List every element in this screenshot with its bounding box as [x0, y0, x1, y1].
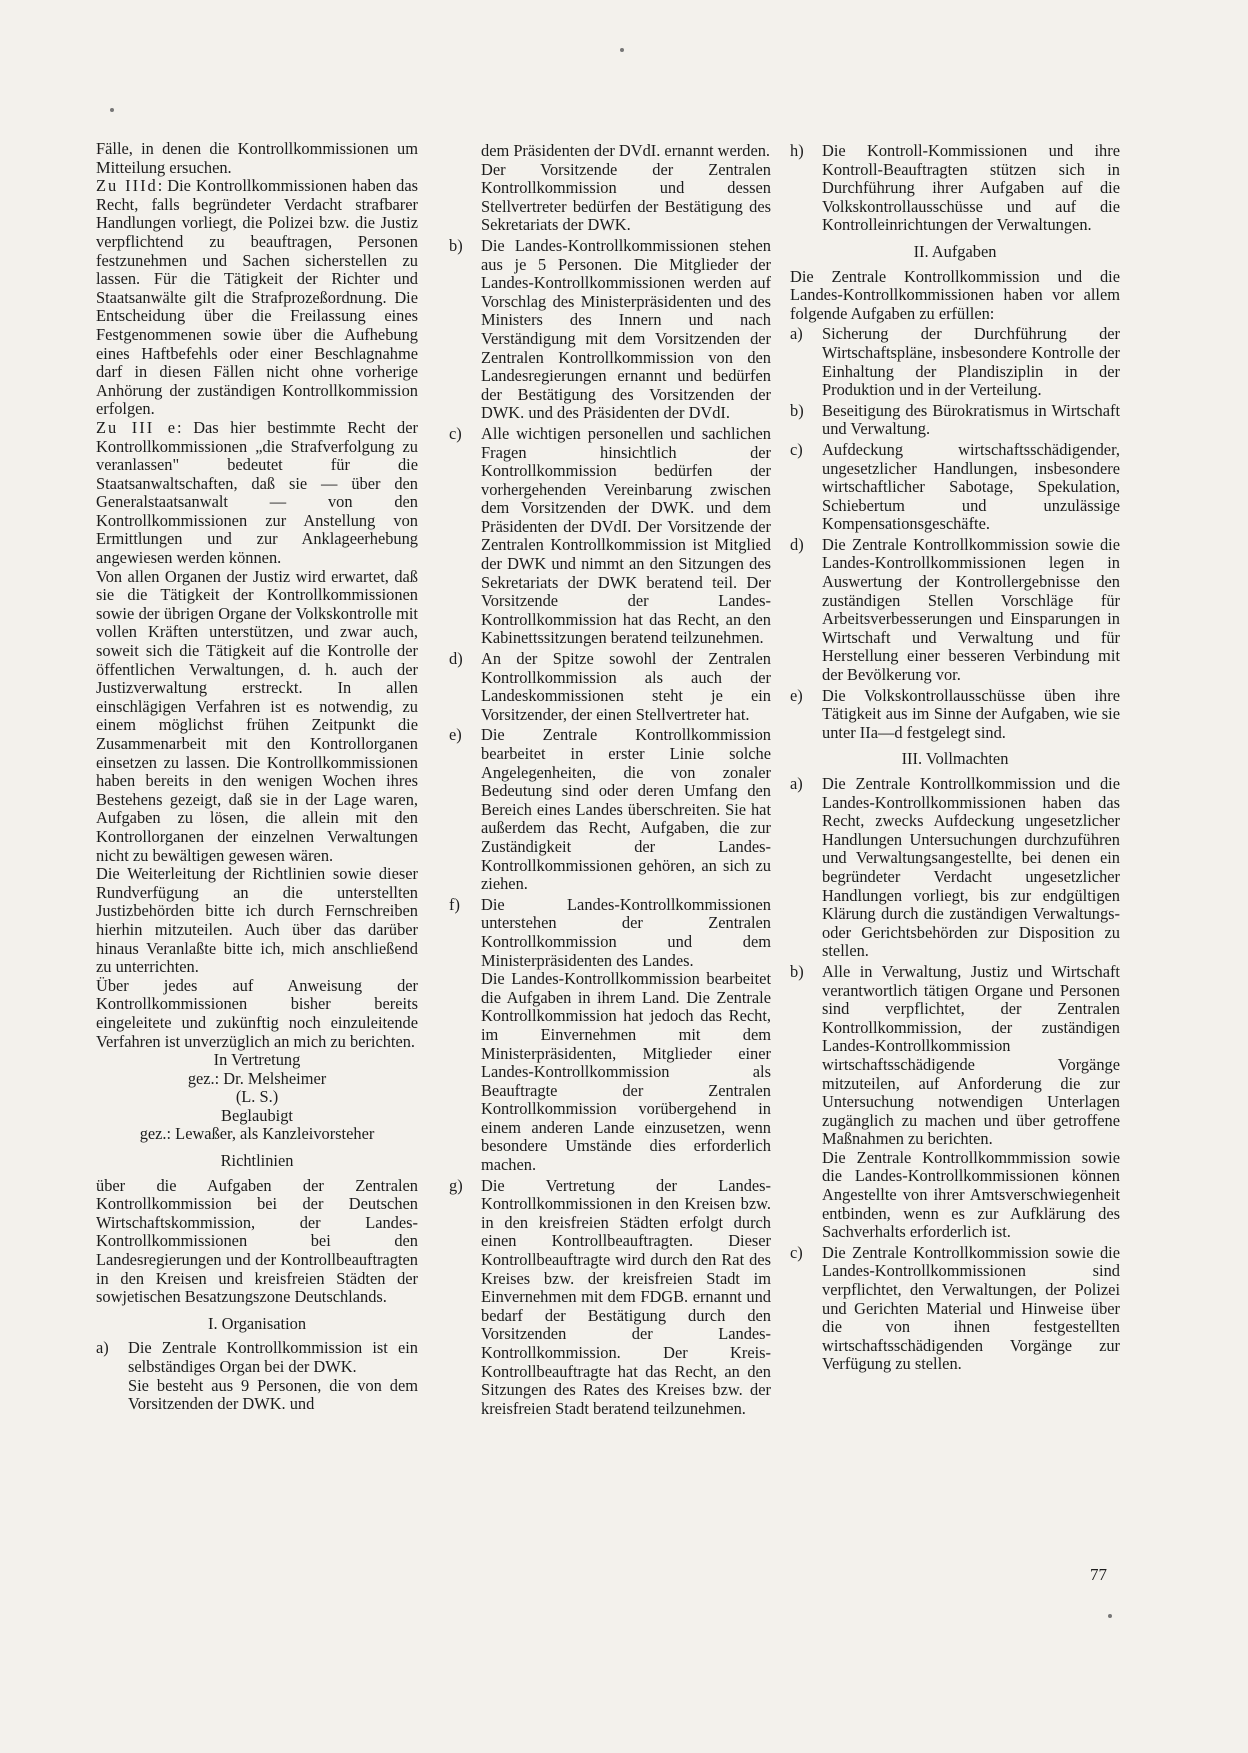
signature-line: (L. S.)	[235, 1087, 279, 1107]
item-label: c)	[790, 1242, 803, 1262]
item-text: Die Zentrale Kontrollkommission sowie die Landes-Kontrollkommissionen legen in Auswertung der Kontrollergebnisse den zuständigen Stellen Vorschläge für Arbeitsverbesserungen und Einsparungen in Wirtschaft und Verwaltung und für Herstellung einer besseren Verbindung mit der Bevölkerung vor.	[822, 534, 1120, 685]
item-label: d)	[790, 534, 804, 554]
item-text: Alle in Verwaltung, Justiz und Wirtschaft verantwortlich tätigen Organe und Personen sind verpflichtet, der Zentralen Kontrollkommission, der zuständigen Landes-Kontrollkommission wirtschaftsschädigende Vorgänge mitzuteilen, auf Anforderung die zur Untersuchung notwendigen Unterlagen zugänglich zu machen und über getroffene Maßnahmen zu berichten.	[822, 961, 1120, 1149]
paragraph-text: : Das hier bestimmte Recht der Kontrollkommissionen „die Strafverfolgung zu veranlassen" bedeutet für die Staatsanwaltschaften, daß sie — über den Generalstaatsanwalt — von den Kontrollkommissionen zur Anstellung von Ermittlungen und zur Anklageerhebung angewiesen werden können.	[96, 417, 418, 568]
list-item	[790, 687, 1120, 743]
section-reference: Zu IIId	[96, 176, 158, 196]
item-label: b)	[790, 961, 804, 981]
aufgaben-list	[790, 325, 1120, 742]
list-item	[449, 650, 771, 724]
list-item	[449, 425, 771, 648]
item-text: Sicherung der Durchführung der Wirtschaftspläne, insbesondere Kontrolle der Einhaltung der Plandisziplin in der Produktion und in der Verteilung.	[822, 324, 1120, 400]
item-label: b)	[449, 235, 463, 255]
signature-line: gez.: Lewaßer, als Kanzleivorsteher	[139, 1124, 375, 1144]
list-item	[790, 142, 1120, 235]
item-text: Aufdeckung wirtschaftsschädigender, ungesetzlicher Handlungen, insbesondere wirtschaftlicher Sabotage, Spekulation, Schiebertum und unzulässige Kompensationsgeschäfte.	[822, 439, 1120, 534]
heading-richtlinien: Richtlinien	[220, 1151, 294, 1171]
item-label: e)	[790, 685, 803, 705]
list-item	[449, 726, 771, 893]
scan-speck	[1108, 1614, 1112, 1618]
list-item	[449, 896, 771, 1175]
item-text: Die Landes-Kontrollkommissionen stehen aus je 5 Personen. Die Mitglieder der Landes-Kontrollkommissionen werden auf Vorschlag des Ministerpräsidenten und des Ministers des Innern und nach Verständigung mit dem Vorsitzenden der Zentralen Kontrollkommission von den Landesregierungen ernannt und bedürfen der Bestätigung des Vorsitzenden der DWK. und des Präsidenten der DVdI.	[481, 235, 771, 423]
organisation-list	[449, 237, 771, 1418]
item-text: Die Volkskontrollausschüsse üben ihre Tätigkeit aus im Sinne der Aufgaben, wie sie unter IIa—d festgelegt sind.	[822, 685, 1120, 742]
paragraph-text: : Die Kontrollkommissionen haben das Recht, falls begründeter Verdacht strafbarer Handlungen vorliegt, die Polizei bzw. die Justiz verpflichtend zu beauftragen, Personen festzunehmen und Sachen sicherstellen zu lassen. Für die Tätigkeit der Richter und Staatsanwälte gilt die Strafprozeßordnung. Die Entscheidung über die Freilassung eines Festgenommenen sowie über die Aufhebung eines Haftbefehls oder einer Beschlagnahme darf in diesen Fällen nicht ohne vorherige Anhörung der zuständigen Kontrollkommission erfolgen.	[96, 176, 418, 419]
item-label: e)	[449, 725, 462, 745]
list-item	[790, 325, 1120, 399]
list-item	[790, 963, 1120, 1242]
list-item	[790, 1244, 1120, 1374]
item-text: Die Kontroll-Kommissionen und ihre Kontroll-Beauftragten stützen sich in Durchführung ihrer Aufgaben auf die Volkskontrollausschüsse und auf die Kontrolleinrichtungen der Verwaltungen.	[822, 141, 1120, 235]
item-text: Alle wichtigen personellen und sachlichen Fragen hinsichtlich der Kontrollkommission bedürfen der vorhergehenden Vereinbarung zwischen dem Vorsitzenden der DWK. und dem Präsidenten der DVdI. Der Vorsitzende der Zentralen Kontrollkommission ist Mitglied der DWK und nimmt an den Sitzungen des Sekretariats der DWK beratend teil. Der Vorsitzende der Landes-Kontrollkommission hat das Recht, an den Kabinettssitzungen beratend teilzunehmen.	[481, 423, 771, 648]
list-item	[790, 775, 1120, 961]
column-right	[790, 140, 1120, 1376]
heading-vollmachten: III. Vollmachten	[901, 749, 1009, 769]
item-label: h)	[790, 141, 804, 160]
item-text: Beseitigung des Bürokratismus in Wirtschaft und Verwaltung.	[822, 400, 1120, 439]
list-item	[96, 1339, 418, 1413]
scan-speck	[110, 108, 114, 112]
item-label: f)	[449, 894, 460, 914]
paragraph-zu-IIIe	[96, 419, 418, 568]
list-item	[449, 1177, 771, 1419]
heading-aufgaben: II. Aufgaben	[913, 241, 997, 261]
list-item	[790, 441, 1120, 534]
item-label: a)	[790, 774, 803, 793]
aufgaben-intro: Die Zentrale Kontrollkommission und die Landes-Kontrollkommissionen haben vor allem folgende Aufgaben zu erfüllen:	[790, 266, 1120, 323]
item-label: b)	[790, 400, 804, 420]
item-text: dem Präsidenten der DVdI. ernannt werden.	[481, 141, 771, 160]
paragraph: Die Weiterleitung der Richtlinien sowie dieser Rundverfügung an die unterstellten Justizbehörden bitte ich durch Fernschreiben hierhin mitzuteilen. Auch über das darüber hinaus Veranlaßte bitte ich, mich anschließend zu unterrichten.	[96, 864, 418, 977]
item-text: Sie besteht aus 9 Personen, die von dem Vorsitzenden der DWK. und	[128, 1375, 418, 1414]
richtlinien-intro: über die Aufgaben der Zentralen Kontrollkommission bei der Deutschen Wirtschaftskommission, der Landes-Kontrollkommissionen bei den Landesregierungen und der Kontrollbeauftragten in den Kreisen und kreisfreien Städten der sowjetischen Besatzungszone Deutschlands.	[96, 1175, 418, 1307]
heading-organisation: I. Organisation	[207, 1313, 307, 1333]
list-item-continuation	[449, 142, 771, 235]
list-item	[790, 536, 1120, 685]
item-text: Die Zentrale Kontrollkommission bearbeitet in erster Linie solche Angelegenheiten, die von zonaler Bedeutung sind oder deren Umfang den Bereich eines Landes überschreiten. Sie hat außerdem das Recht, Aufgaben, die zur Zuständigkeit der Landes-Kontrollkommissionen gehören, an sich zu ziehen.	[481, 725, 771, 894]
paragraph: Fälle, in denen die Kontrollkommissionen um Mitteilung ersuchen.	[96, 139, 418, 177]
item-label: c)	[790, 439, 803, 459]
list-item	[449, 237, 771, 423]
item-label: d)	[449, 649, 463, 669]
vollmachten-list	[790, 775, 1120, 1374]
item-text: Die Landes-Kontrollkommissionen unterstehen der Zentralen Kontrollkommission und dem Ministerpräsidenten des Landes.	[481, 894, 771, 970]
signature-line: In Vertretung	[213, 1050, 301, 1070]
paragraph: Von allen Organen der Justiz wird erwartet, daß sie die Tätigkeit der Kontrollkommissionen sowie der übrigen Organe der Volkskontrolle mit vollen Kräften unterstützen, und zwar auch, soweit sich die Tätigkeit auf die Kontrolle der öffentlichen Verwaltungen, d. h. auch der Justizverwaltung erstreckt. In allen einschlägigen Verfahren ist es notwendig, zu einem möglichst frühen Zeitpunkt die Zusammenarbeit mit den Kontrollorganen einsetzen zu lassen. Die Kontrollkommissionen haben bereits in den wenigen Wochen ihres Bestehens gezeigt, daß sie in der Lage waren, Aufgaben zu lösen, die allein mit den Kontrollorganen der einzelnen Verwaltungen nicht zu bewältigen gewesen wären.	[96, 566, 418, 865]
list-item	[790, 402, 1120, 439]
item-text: Der Vorsitzende der Zentralen Kontrollkommission und dessen Stellvertreter bedürfen der Bestätigung des Sekretariats der DWK.	[481, 159, 771, 235]
item-label: a)	[790, 324, 803, 344]
item-text: Die Landes-Kontrollkommission bearbeitet die Aufgaben in ihrem Land. Die Zentrale Kontrollkommission hat jedoch das Recht, im Einvernehmen mit dem Ministerpräsidenten, Mitglieder einer Landes-Kontrollkommission als Beauftragte der Zentralen Kontrollkommission vorübergehend in einem anderen Lande einzusetzen, wenn besondere Umstände dies erforderlich machen.	[481, 969, 771, 1175]
scan-speck	[620, 48, 624, 52]
paragraph-zu-IIId	[96, 177, 418, 419]
column-middle	[449, 140, 771, 1420]
item-label: c)	[449, 423, 462, 443]
item-label: a)	[96, 1338, 109, 1358]
item-text: Die Vertretung der Landes-Kontrollkommissionen in den Kreisen bzw. in den kreisfreien Städten erfolgt durch einen Kontrollbeauftragten. Dieser Kontrollbeauftragte wird durch den Rat des Kreises bzw. der kreisfreien Stadt im Einvernehmen mit dem FDGB. ernannt und bedarf der Bestätigung durch den Vorsitzenden der Landes-Kontrollkommission. Der Kreis-Kontrollbeauftragte hat das Recht, an den Sitzungen des Rates des Kreises bzw. der kreisfreien Stadt beratend teilzunehmen.	[481, 1175, 771, 1418]
item-text: An der Spitze sowohl der Zentralen Kontrollkommission als auch der Landeskommissionen steht je ein Vorsitzender, der einen Stellvertreter hat.	[481, 649, 771, 724]
signature-line: Beglaubigt	[221, 1105, 293, 1125]
item-text: Die Zentrale Kontrollkommission sowie die Landes-Kontrollkommissionen sind verpflichtet, den Verwaltungen, der Polizei und Gerichten Material und Hinweise über die von ihnen festgestellten wirtschaftsschädigenden Vorgänge zur Verfügung zu stellen.	[822, 1242, 1120, 1374]
item-text: Die Zentrale Kontrollkommmission sowie die Landes-Kontrollkommissionen können Angestellte von ihrer Amtsverschwiegenheit entbinden, wenn es zur Aufklärung des Sachverhalts erforderlich ist.	[822, 1147, 1120, 1242]
signature-line: gez.: Dr. Melsheimer	[187, 1068, 327, 1088]
item-text: Die Zentrale Kontrollkommission ist ein selbständiges Organ bei der DWK.	[128, 1338, 418, 1376]
section-reference: Zu III e	[96, 417, 178, 437]
paragraph: Über jedes auf Anweisung der Kontrollkommissionen bisher bereits eingeleitete und zukünftig noch einzuleitende Verfahren ist unverzüglich an mich zu berichten.	[96, 975, 418, 1051]
item-label: g)	[449, 1175, 463, 1195]
item-text: Die Zentrale Kontrollkommission und die Landes-Kontrollkommissionen haben das Recht, zwecks Aufdeckung ungesetzlicher Handlungen Untersuchungen durchzuführen und Verwaltungsangestellte, bei denen ein begründeter Verdacht ungesetzlicher Handlungen vorliegt, bis zur endgültigen Klärung durch die zuständigen Verwaltungs- oder Gerichtsbehörden zur Disposition zu stellen.	[822, 774, 1120, 961]
page-number: 77	[1090, 1565, 1107, 1584]
column-left	[96, 140, 418, 1416]
